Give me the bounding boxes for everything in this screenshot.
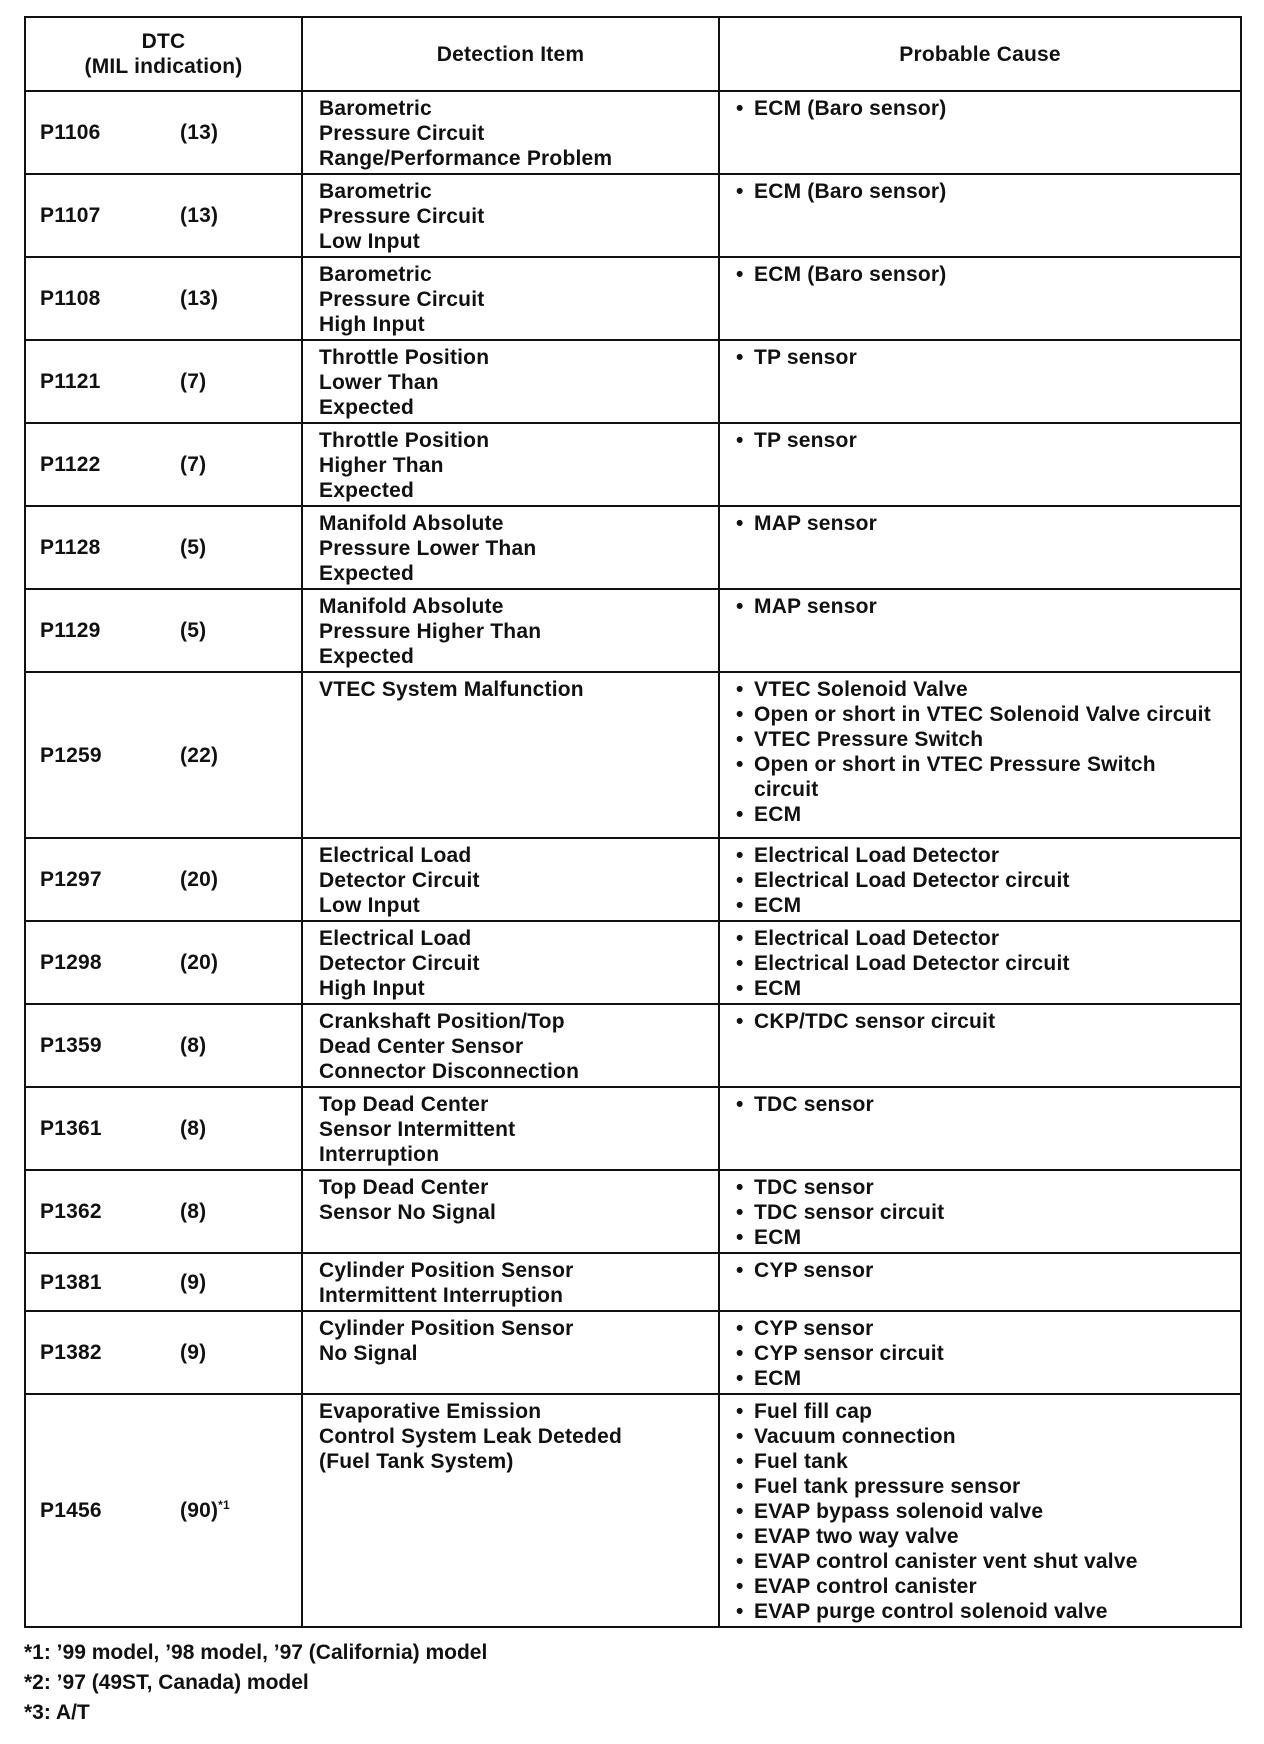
- dtc-cell: [25, 423, 302, 506]
- detection-item-line: Sensor Intermittent: [319, 1118, 516, 1141]
- list-item: • EVAP bypass solenoid valve: [736, 1499, 1224, 1524]
- cause-list: [736, 1092, 1224, 1117]
- table-row: [25, 1253, 1241, 1311]
- mil-indication: (8): [180, 1034, 207, 1057]
- mil-indication: (8): [180, 1200, 207, 1223]
- dtc-cell: [25, 1170, 302, 1253]
- list-item: • VTEC Solenoid Valve: [736, 677, 1224, 702]
- detection-item-line: Barometric: [319, 263, 432, 286]
- dtc-cell: [25, 921, 302, 1004]
- footnote: *1: ’99 model, ’98 model, ’97 (California) model: [24, 1641, 488, 1664]
- mil-indication-wrap: [180, 1498, 230, 1523]
- detection-item-line: Top Dead Center: [319, 1176, 489, 1199]
- list-item: • MAP sensor: [736, 511, 1224, 536]
- dtc-code: P1382: [40, 1341, 102, 1364]
- mil-indication: (20): [180, 868, 219, 891]
- mil-indication-wrap: [180, 286, 218, 311]
- dtc-cell: [25, 589, 302, 672]
- list-item: • Fuel fill cap: [736, 1399, 1224, 1424]
- cause-list: [736, 96, 1224, 121]
- list-item: • Fuel tank pressure sensor: [736, 1474, 1224, 1499]
- cause-list: [736, 843, 1224, 918]
- dtc-code: P1128: [40, 536, 101, 559]
- table-row: [25, 838, 1241, 921]
- detection-item-cell: [302, 1087, 719, 1170]
- mil-indication-wrap: [180, 1033, 206, 1058]
- mil-indication: (8): [180, 1117, 207, 1140]
- mil-indication-wrap: [180, 120, 218, 145]
- detection-item-line: Manifold Absolute: [319, 512, 504, 535]
- detection-item-line: Electrical Load: [319, 844, 472, 867]
- table-row: [25, 921, 1241, 1004]
- dtc-cell: [25, 838, 302, 921]
- detection-item-line: Low Input: [319, 894, 420, 917]
- header-probable-cause: Probable Cause: [719, 17, 1241, 91]
- list-item: • TP sensor: [736, 345, 1224, 370]
- detection-item-line: Pressure Circuit: [319, 122, 485, 145]
- detection-item-line: Expected: [319, 479, 414, 502]
- dtc-cell: [25, 174, 302, 257]
- cause-list: [736, 428, 1224, 453]
- mil-indication: (22): [180, 743, 219, 767]
- list-item: • VTEC Pressure Switch: [736, 727, 1224, 752]
- probable-cause-cell: [719, 257, 1241, 340]
- list-item: • ECM: [736, 802, 1224, 827]
- mil-indication-wrap: [180, 618, 206, 643]
- detection-item-line: No Signal: [319, 1342, 418, 1365]
- cause-list: [736, 677, 1224, 827]
- probable-cause-cell: [719, 340, 1241, 423]
- table-row: [25, 1394, 1241, 1627]
- probable-cause-cell: [719, 1087, 1241, 1170]
- cause-list: [736, 262, 1224, 287]
- list-item: • ECM: [736, 976, 1224, 1001]
- detection-item-cell: [302, 506, 719, 589]
- detection-item-cell: [302, 340, 719, 423]
- detection-item-cell: [302, 91, 719, 174]
- list-item: • CYP sensor: [736, 1316, 1224, 1341]
- probable-cause-cell: [719, 1394, 1241, 1627]
- footnotes: [24, 1638, 487, 1728]
- list-item: • EVAP control canister: [736, 1574, 1224, 1599]
- table-row: [25, 423, 1241, 506]
- dtc-code: P1297: [40, 868, 102, 891]
- list-item: • Electrical Load Detector: [736, 843, 1224, 868]
- detection-item-line: Pressure Circuit: [319, 288, 485, 311]
- cause-list: [736, 1258, 1224, 1283]
- table-row: [25, 589, 1241, 672]
- detection-item-line: Low Input: [319, 230, 420, 253]
- detection-item-line: Top Dead Center: [319, 1093, 489, 1116]
- dtc-code: P1121: [40, 370, 101, 393]
- list-item: • TP sensor: [736, 428, 1224, 453]
- detection-item-line: Throttle Position: [319, 346, 490, 369]
- cause-list: [736, 1399, 1224, 1624]
- mil-indication-wrap: [180, 1116, 206, 1141]
- cause-list: [736, 1009, 1224, 1034]
- footnote: *3: A/T: [24, 1701, 90, 1724]
- dtc-code: P1456: [40, 1499, 102, 1522]
- detection-item-line: High Input: [319, 313, 425, 336]
- list-item: • CYP sensor: [736, 1258, 1224, 1283]
- dtc-cell: [25, 1087, 302, 1170]
- dtc-cell: [25, 1253, 302, 1311]
- mil-indication-wrap: [180, 743, 218, 768]
- probable-cause-cell: [719, 423, 1241, 506]
- detection-item-cell: [302, 1311, 719, 1394]
- probable-cause-cell: [719, 174, 1241, 257]
- dtc-code: P1122: [40, 453, 101, 476]
- header-dtc-line2: (MIL indication): [84, 55, 243, 78]
- detection-item-cell: [302, 589, 719, 672]
- detection-item-line: Control System Leak Deteded: [319, 1425, 622, 1448]
- detection-item-line: Pressure Circuit: [319, 205, 485, 228]
- list-item: • EVAP control canister vent shut valve: [736, 1549, 1224, 1574]
- dtc-cell: [25, 340, 302, 423]
- dtc-cell: [25, 1004, 302, 1087]
- detection-item-cell: [302, 174, 719, 257]
- header-detection-item: Detection Item: [302, 17, 719, 91]
- list-item: • ECM: [736, 893, 1224, 918]
- cause-list: [736, 926, 1224, 1001]
- probable-cause-cell: [719, 1311, 1241, 1394]
- list-item: • CYP sensor circuit: [736, 1341, 1224, 1366]
- dtc-cell: [25, 506, 302, 589]
- probable-cause-cell: [719, 589, 1241, 672]
- list-item: • EVAP two way valve: [736, 1524, 1224, 1549]
- mil-indication-wrap: [180, 452, 206, 477]
- list-item: • TDC sensor: [736, 1175, 1224, 1200]
- detection-item-line: Barometric: [319, 180, 432, 203]
- header-dtc-line1: DTC: [141, 30, 186, 53]
- detection-item-line: Expected: [319, 645, 414, 668]
- detection-item-line: Crankshaft Position/Top: [319, 1010, 565, 1033]
- detection-item-line: Lower Than: [319, 371, 439, 394]
- dtc-cell: [25, 91, 302, 174]
- detection-item-line: (Fuel Tank System): [319, 1450, 514, 1473]
- table-row: [25, 91, 1241, 174]
- detection-item-line: Detector Circuit: [319, 869, 480, 892]
- mil-indication: (5): [180, 536, 207, 559]
- list-item: • EVAP purge control solenoid valve: [736, 1599, 1224, 1624]
- detection-item-line: Expected: [319, 562, 414, 585]
- dtc-code: P1361: [40, 1117, 102, 1140]
- probable-cause-cell: [719, 838, 1241, 921]
- detection-item-cell: [302, 921, 719, 1004]
- detection-item-cell: [302, 1004, 719, 1087]
- mil-indication: (20): [180, 951, 219, 974]
- detection-item-line: Intermittent Interruption: [319, 1284, 564, 1307]
- detection-item-cell: [302, 1394, 719, 1627]
- header-row: [25, 17, 1241, 91]
- detection-item-cell: [302, 257, 719, 340]
- probable-cause-cell: [719, 1170, 1241, 1253]
- list-item: • Fuel tank: [736, 1449, 1224, 1474]
- detection-item-cell: [302, 838, 719, 921]
- mil-indication-wrap: [180, 867, 218, 892]
- cause-list: [736, 511, 1224, 536]
- list-item: • ECM: [736, 1366, 1224, 1391]
- probable-cause-cell: [719, 91, 1241, 174]
- detection-item-line: Pressure Higher Than: [319, 620, 542, 643]
- detection-item-line: Detector Circuit: [319, 952, 480, 975]
- detection-item-line: Electrical Load: [319, 927, 472, 950]
- dtc-cell: [25, 1394, 302, 1627]
- detection-item-line: Throttle Position: [319, 429, 490, 452]
- mil-indication: (9): [180, 1270, 207, 1294]
- mil-indication: (13): [180, 121, 219, 144]
- cause-list: [736, 1316, 1224, 1391]
- detection-item-line: Sensor No Signal: [319, 1201, 497, 1224]
- cause-list: [736, 1175, 1224, 1250]
- table-row: [25, 1311, 1241, 1394]
- table-row: [25, 1170, 1241, 1253]
- mil-indication-wrap: [180, 1270, 206, 1295]
- detection-item-line: Dead Center Sensor: [319, 1035, 524, 1058]
- footnote-marker: *1: [218, 1498, 230, 1512]
- list-item: • Electrical Load Detector circuit: [736, 951, 1224, 976]
- list-item: • ECM: [736, 1225, 1224, 1250]
- list-item: • TDC sensor: [736, 1092, 1224, 1117]
- mil-indication-wrap: [180, 535, 206, 560]
- detection-item-cell: [302, 423, 719, 506]
- mil-indication-wrap: [180, 1340, 206, 1365]
- detection-item-line: High Input: [319, 977, 425, 1000]
- dtc-cell: [25, 257, 302, 340]
- detection-item-line: Higher Than: [319, 454, 444, 477]
- list-item: • Electrical Load Detector: [736, 926, 1224, 951]
- probable-cause-cell: [719, 672, 1241, 838]
- list-item: • Open or short in VTEC Solenoid Valve circuit: [736, 702, 1224, 727]
- cause-list: [736, 594, 1224, 619]
- probable-cause-cell: [719, 921, 1241, 1004]
- cause-list: [736, 179, 1224, 204]
- dtc-code: P1107: [40, 204, 101, 227]
- dtc-code: P1359: [40, 1034, 102, 1057]
- detection-item-cell: [302, 672, 719, 838]
- dtc-table: [24, 16, 1242, 1628]
- detection-item-line: VTEC System Malfunction: [319, 678, 584, 701]
- detection-item-line: Interruption: [319, 1143, 440, 1166]
- dtc-code: P1362: [40, 1200, 102, 1223]
- mil-indication: (90): [180, 1499, 219, 1522]
- table-row: [25, 1087, 1241, 1170]
- table-body: [25, 91, 1241, 1627]
- mil-indication-wrap: [180, 369, 206, 394]
- list-item: • ECM (Baro sensor): [736, 262, 1224, 287]
- table-row: [25, 340, 1241, 423]
- list-item: • ECM (Baro sensor): [736, 179, 1224, 204]
- header-dtc: [25, 17, 302, 91]
- mil-indication-wrap: [180, 1199, 206, 1224]
- list-item: • TDC sensor circuit: [736, 1200, 1224, 1225]
- detection-item-line: Evaporative Emission: [319, 1400, 542, 1423]
- dtc-code: P1381: [40, 1270, 102, 1294]
- probable-cause-cell: [719, 1004, 1241, 1087]
- dtc-code: P1259: [40, 743, 102, 767]
- table-row: [25, 672, 1241, 838]
- list-item: • Open or short in VTEC Pressure Switch circuit: [736, 752, 1224, 802]
- table-row: [25, 1004, 1241, 1087]
- detection-item-line: Manifold Absolute: [319, 595, 504, 618]
- detection-item-line: Expected: [319, 396, 414, 419]
- mil-indication: (5): [180, 619, 207, 642]
- probable-cause-cell: [719, 1253, 1241, 1311]
- detection-item-line: Cylinder Position Sensor: [319, 1259, 574, 1282]
- detection-item-line: Range/Performance Problem: [319, 147, 613, 170]
- mil-indication: (7): [180, 453, 207, 476]
- detection-item-cell: [302, 1253, 719, 1311]
- mil-indication-wrap: [180, 203, 218, 228]
- list-item: • ECM (Baro sensor): [736, 96, 1224, 121]
- mil-indication: (13): [180, 287, 219, 310]
- dtc-code: P1108: [40, 287, 101, 310]
- dtc-cell: [25, 672, 302, 838]
- table-row: [25, 257, 1241, 340]
- list-item: • Vacuum connection: [736, 1424, 1224, 1449]
- table-row: [25, 174, 1241, 257]
- mil-indication: (9): [180, 1341, 207, 1364]
- footnote: *2: ’97 (49ST, Canada) model: [24, 1671, 309, 1694]
- list-item: • MAP sensor: [736, 594, 1224, 619]
- mil-indication-wrap: [180, 950, 218, 975]
- detection-item-line: Connector Disconnection: [319, 1060, 580, 1083]
- cause-list: [736, 345, 1224, 370]
- dtc-cell: [25, 1311, 302, 1394]
- probable-cause-cell: [719, 506, 1241, 589]
- dtc-code: P1106: [40, 121, 101, 144]
- dtc-code: P1129: [40, 619, 101, 642]
- list-item: • CKP/TDC sensor circuit: [736, 1009, 1224, 1034]
- list-item: • Electrical Load Detector circuit: [736, 868, 1224, 893]
- table-row: [25, 506, 1241, 589]
- detection-item-line: Cylinder Position Sensor: [319, 1317, 574, 1340]
- detection-item-cell: [302, 1170, 719, 1253]
- mil-indication: (13): [180, 204, 219, 227]
- detection-item-line: Pressure Lower Than: [319, 537, 537, 560]
- dtc-code: P1298: [40, 951, 102, 974]
- detection-item-line: Barometric: [319, 97, 432, 120]
- mil-indication: (7): [180, 370, 207, 393]
